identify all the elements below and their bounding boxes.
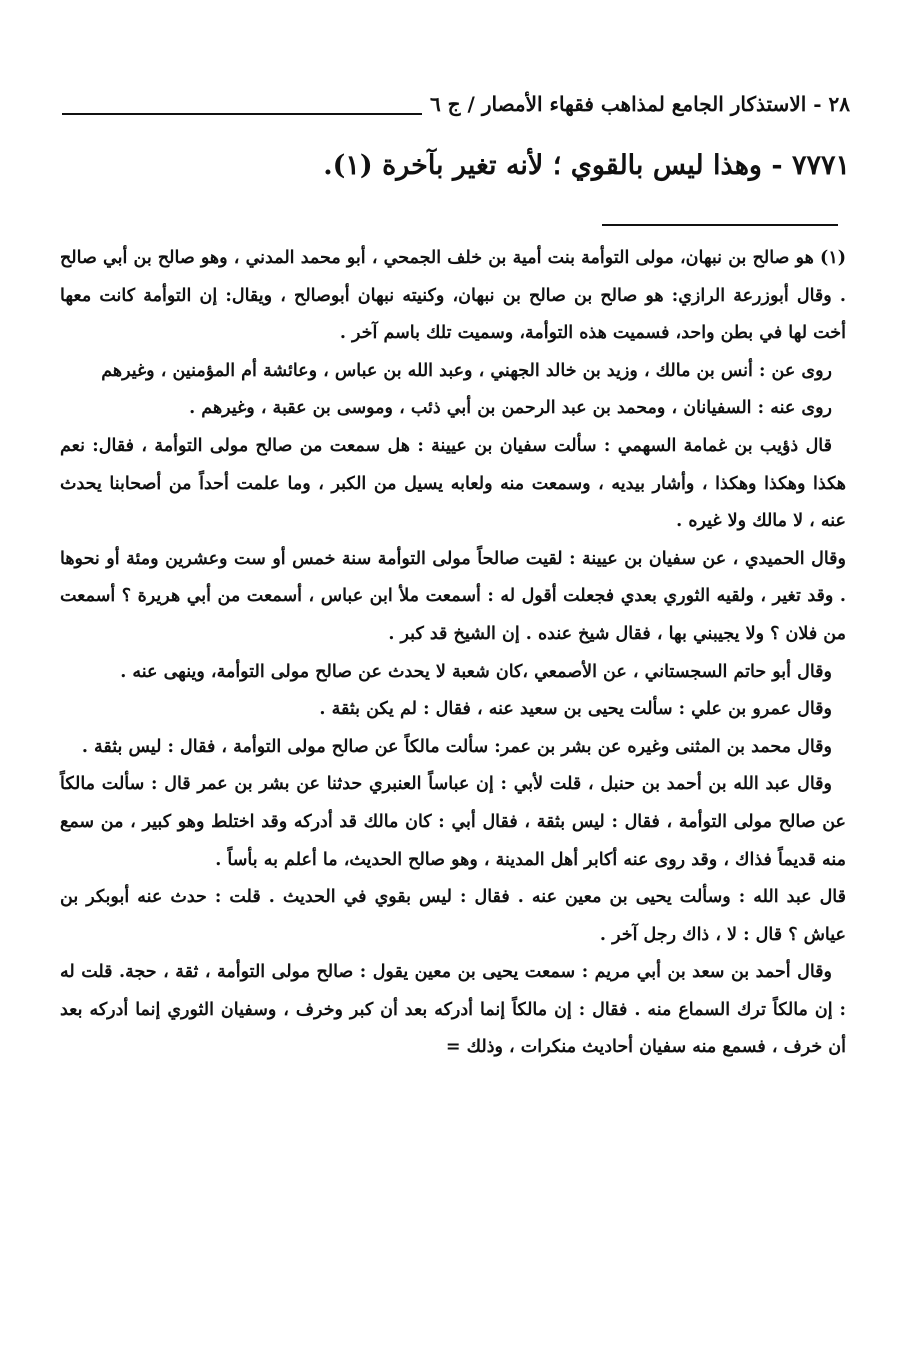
footnote-paragraph: وقال عمرو بن علي : سألت يحيى بن سعيد عنه ، فقال : لم يكن بثقة . (319, 699, 832, 720)
footnotes (60, 240, 846, 1067)
footnote-paragraph: قال عبد الله : وسألت يحيى بن معين عنه . فقال : ليس بقوي في الحديث . قلت : حدث عنه أبوبكر بن عياش ؟ قال : لا ، ذاك رجل آخر . (60, 887, 846, 945)
running-header: ٢٨ - الاستذكار الجامع لمذاهب فقهاء الأمصار / ج ٦ (429, 92, 850, 116)
main-text-line: ٧٧٧١ - وهذا ليس بالقوي ؛ لأنه تغير بآخرة (١). (323, 150, 850, 181)
footnote-paragraph: وقال أحمد بن سعد بن أبي مريم : سمعت يحيى بن معين يقول : صالح مولى التوأمة ، ثقة ، حجة. قلت له : إن مالكاً ترك السماع منه . فقال : إن مالكاً إنما أدركه بعد أن كبر وخرف ، وسفيان الثوري إنما أدركه بعد أن خرف ، فسمع منه سفيان أحاديث منكرات ، وذلك = (60, 962, 846, 1058)
footnote-paragraph: قال ذؤيب بن غمامة السهمي : سألت سفيان بن عيينة : هل سمعت من صالح مولى التوأمة ، فقال: نعم هكذا وهكذا وهكذا ، وأشار بيديه ، وسمعت منه ولعابه يسيل من الكبر ، وما علمت أحداً من أصحابنا يحدث عنه ، لا مالك ولا غيره . (60, 435, 846, 532)
header-rule (62, 113, 422, 115)
footnote-separator (602, 224, 838, 226)
footnote-paragraph: (١) هو صالح بن نبهان، مولى التوأمة بنت أمية بن خلف الجمحي ، أبو محمد المدني ، وهو صالح بن أبي صالح . وقال أبوزرعة الرازي: هو صالح بن صالح بن نبهان، وكنيته نبهان أبوصالح ، ويقال: إن التوأمة كانت معها أخت لها في بطن واحد، فسميت هذه التوأمة، وسميت تلك باسم آخر . (60, 248, 846, 344)
footnote-paragraph: روى عن : أنس بن مالك ، وزيد بن خالد الجهني ، وعبد الله بن عباس ، وعائشة أم المؤمنين ، وغيرهم (101, 360, 832, 381)
footnote-paragraph: وقال الحميدي ، عن سفيان بن عيينة : لقيت صالحاً مولى التوأمة سنة خمس أو ست وعشرين ومئة أو نحوها . وقد تغير ، ولقيه الثوري بعدي فجعلت أقول له : أسمعت ملأ ابن عباس ، أسمعت من أبي هريرة ؟ أسمعت من فلان ؟ ولا يجيبني بها ، فقال شيخ عنده . إن الشيخ قد كبر . (60, 548, 846, 644)
footnote-paragraph: وقال أبو حاتم السجستاني ، عن الأصمعي ،كان شعبة لا يحدث عن صالح مولى التوأمة، وينهى عنه . (120, 661, 832, 682)
footnote-paragraph: روى عنه : السفيانان ، ومحمد بن عبد الرحمن بن أبي ذئب ، وموسى بن عقبة ، وغيرهم . (189, 398, 832, 419)
footnote-paragraph: وقال عبد الله بن أحمد بن حنبل ، قلت لأبي : إن عباساً العنبري حدثنا عن بشر بن عمر قال : سألت مالكاً عن صالح مولى التوأمة ، فقال : ليس بثقة ، فقال أبي : كان مالك قد أدركه وقد اختلط وهو كبير ، من سمع منه قديماً فذاك ، وقد روى عنه أكابر أهل المدينة ، وهو صالح الحديث، ما أعلم به بأساً . (60, 774, 846, 870)
footnote-paragraph: وقال محمد بن المثنى وغيره عن بشر بن عمر: سألت مالكاً عن صالح مولى التوأمة ، فقال : ليس بثقة . (81, 736, 832, 757)
